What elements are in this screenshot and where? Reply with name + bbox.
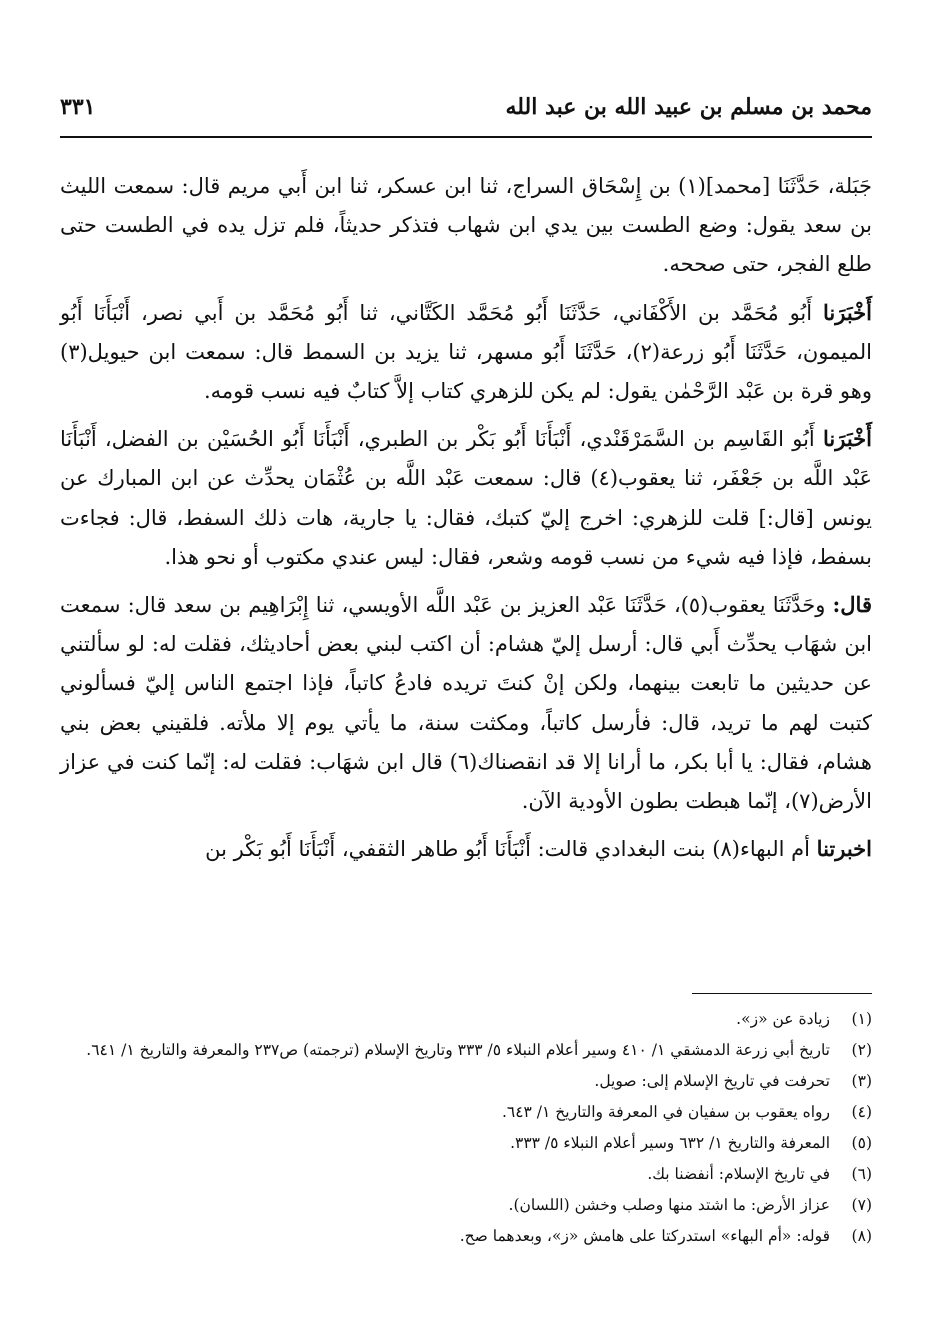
footnote-text: تحرفت في تاريخ الإسلام إلى: صويل. [594,1072,830,1090]
paragraph-text: أَبُو مُحَمَّد بن الأَكْفَاني، حَدَّثَنَا أَبُو مُحَمَّد الكَتَّاني، ثنا أَبُو مُحَمَّد بن أَبي نصر، أَنْبَأَنَا أَبُو الميمون، حَدَّثَنَا أَبُو زرعة(٢)، حَدَّثَنَا أَبُو مسهر، ثنا يزيد بن السمط قال: سمعت ابن حيويل(٣) وهو قرة بن عَبْد الرَّحْمٰن يقول: لم يكن للزهري كتاب إلاَّ كتابٌ فيه نسب قومه. [60,300,872,404]
footnote-number: (٢) [851,1041,872,1059]
paragraph-lead: اخبرتنا [816,836,872,862]
footnote-number: (٨) [851,1227,872,1245]
footnote-number: (٦) [851,1165,872,1183]
footnote [60,1128,872,1159]
footnote-number: (٤) [851,1103,872,1121]
footnote-number: (١) [851,1010,872,1028]
footnote [60,1004,872,1035]
footnote [60,1097,872,1128]
footnote-text: في تاريخ الإسلام: أنفضنا بك. [647,1165,830,1183]
footnote-text: قوله: «أم البهاء» استدركتا على هامش «ز»، وبعدهما صح. [459,1227,830,1245]
main-text [60,166,872,877]
paragraph-5 [60,829,872,869]
paragraph-lead: أَخْبَرَنا [823,299,872,325]
footnote-text: زيادة عن «ز». [736,1010,830,1028]
footnote [60,1035,872,1066]
page-header [60,88,872,128]
paragraph-1 [60,166,872,285]
footnote-number: (٣) [851,1072,872,1090]
footnote-text: المعرفة والتاريخ ١/ ٦٣٢ وسير أعلام النبلاء ٥/ ٣٣٣. [510,1134,830,1152]
paragraph-3 [60,419,872,577]
footnote-text: عزاز الأرض: ما اشتد منها وصلب وخشن (اللسان). [508,1196,830,1214]
footnote [60,1066,872,1097]
paragraph-2 [60,293,872,412]
paragraph-lead: قال: [832,592,872,618]
footnote-text: تاريخ أبي زرعة الدمشقي ١/ ٤١٠ وسير أعلام النبلاء ٥/ ٣٣٣ وتاريخ الإسلام (ترجمته) ص٢٣٧ والمعرفة والتاريخ ١/ ٦٤١. [86,1041,830,1059]
footnotes [60,1004,872,1252]
footnote-text: رواه يعقوب بن سفيان في المعرفة والتاريخ ١/ ٦٤٣. [501,1103,830,1121]
running-title: محمد بن مسلم بن عبيد الله بن عبد الله [505,94,872,120]
paragraph-text: أَبُو القَاسِم بن السَّمَرْقَنْدي، أَنْبَأَنَا أَبُو بَكْر بن الطبري، أَنْبَأَنَا أَبُو الحُسَيْن بن الفضل، أَنْبَأَنَا عَبْد اللَّه بن جَعْفَر، ثنا يعقوب(٤) قال: سمعت عَبْد اللَّه بن عُثْمَان يحدِّث عن ابن المبارك عن يونس [قال:] قلت للزهري: اخرج إليّ كتبك، فقال: يا جارية، هات ذلك السفط، قال: فجاءت بسفط، فإذا فيه شيء من نسب قومه وشعر، فقال: ليس عندي مكتوب أو نحو هذا. [60,427,872,569]
paragraph-text: جَبَلة، حَدَّثَنَا [محمد](١) بن إِسْحَاق السراج، ثنا ابن عسكر، ثنا ابن أَبي مريم قال: سمعت الليث بن سعد يقول: وضع الطست بين يدي ابن شهاب فتذكر حديثاً، فلم تزل يده في الطست حتى طلع الفجر، حتى صححه. [60,174,872,277]
footnote-separator [692,993,872,994]
footnote-number: (٥) [851,1134,872,1152]
paragraph-text: أم البهاء(٨) بنت البغدادي قالت: أَنْبَأَنَا أَبُو طاهر الثقفي، أَنْبَأَنَا أَبُو بَكْر بن [205,837,817,862]
footnote-number: (٧) [851,1196,872,1214]
paragraph-4 [60,585,872,821]
paragraph-lead: أَخْبَرَنا [823,426,872,452]
footnote [60,1190,872,1221]
footnote [60,1221,872,1252]
paragraph-text: وحَدَّثَنَا يعقوب(٥)، حَدَّثَنَا عَبْد العزيز بن عَبْد اللَّه الأويسي، ثنا إِبْرَاهِيم بن سعد قال: سمعت ابن شهَاب يحدِّث أَبي قال: أرسل إليّ هشام: أن اكتب لبني بعض أحاديثك، فقلت له: لو سألتني عن حديثين ما تابعت بينهما، ولكن إنْ كنتَ تريده فادعُ كاتباً، فإذا اجتمع الناس إليّ فسألوني كتبت لهم ما تريد، قال: فأرسل كاتباً، ومكثت سنة، ما يأتي يوم إلا ملأته. فلقيني بعض بني هشام، فقال: يا أبا بكر، ما أرانا إلا قد انقصناك(٦) قال ابن شهَاب: فقلت له: إنّما كنت في عزاز الأرض(٧)، إنّما هبطت بطون الأودية الآن. [60,593,872,814]
page-number: ٣٣١ [60,94,96,120]
footnote [60,1159,872,1190]
header-rule [60,136,872,138]
